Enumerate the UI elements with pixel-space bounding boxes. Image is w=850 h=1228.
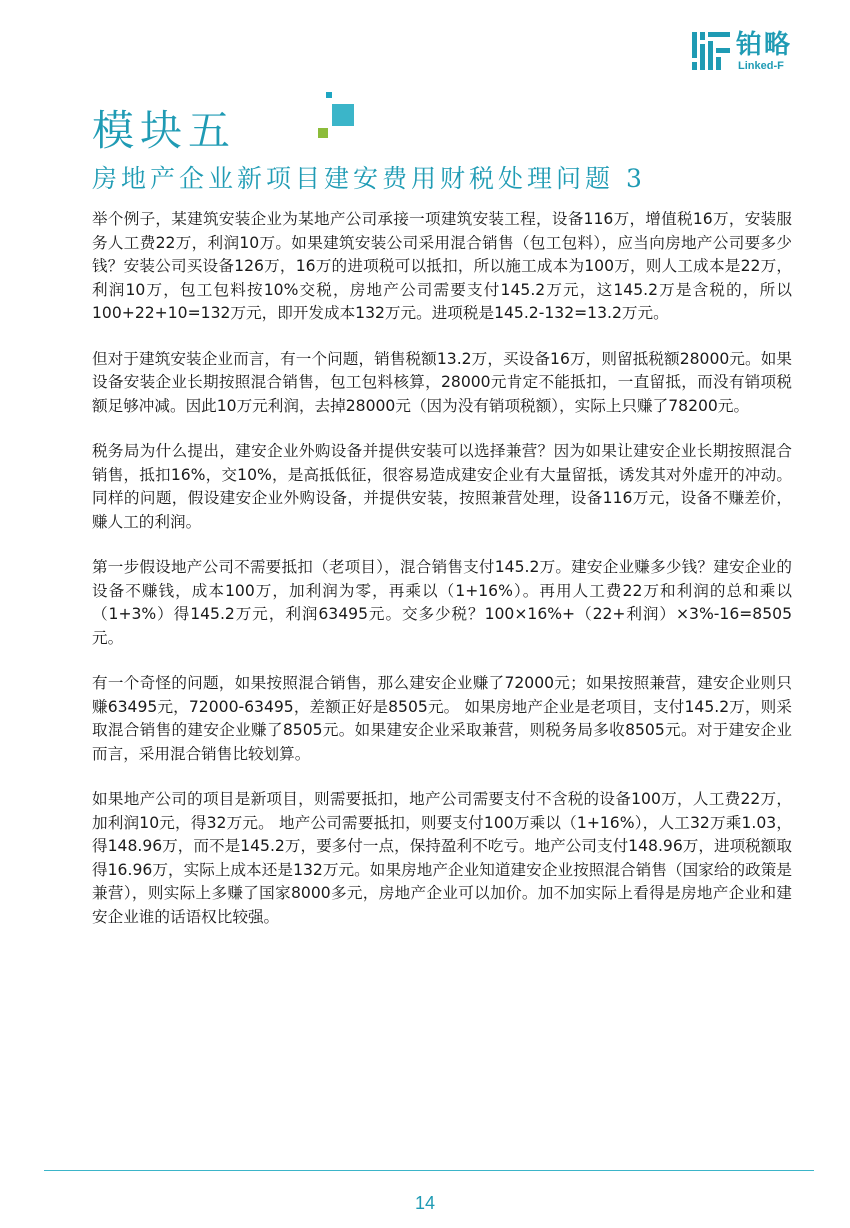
logo-name-en: Linked-F [738, 60, 784, 72]
page-number: 14 [414, 1193, 436, 1213]
paragraph: 如果地产公司的项目是新项目，则需要抵扣，地产公司需要支付不含税的设备100万，人工费22万，加利润10元，得32万元。 地产公司需要抵扣，则要支付100万乘以（1+16%），人工32万乘1.03，得148.96万，而不是145.2万，要多付一点，保持盈利不吃亏。地产公司支付148.96万，进项税额取得16.96万，实际上成本还是132万元。如果房地产企业知道建安企业按照混合销售（国家给的政策是兼营），则实际上多赚了国家8000多元，房地产企业可以加价。加不加实际上看得是房地产企业和建安企业谁的话语权比较强。 [92, 790, 792, 926]
decorative-square-icon [326, 92, 332, 98]
decorative-square-icon [332, 104, 354, 126]
logo-name-cn: 铂略 [736, 30, 793, 60]
footer-divider [44, 1170, 814, 1171]
company-logo [692, 30, 817, 75]
paragraph: 第一步假设地产公司不需要抵扣（老项目），混合销售支付145.2万。建安企业赚多少钱？建安企业的设备不赚钱，成本100万，加利润为零，再乘以（1+16%）。再用人工费22万和利润的总和乘以（1+3%）得145.2万元，利润63495元。交多少税？100×16%+（22+利润）×3%-16=8505元。 [92, 558, 792, 647]
body-content [92, 208, 792, 951]
paragraph: 但对于建筑安装企业而言，有一个问题，销售税额13.2万，买设备16万，则留抵税额28000元。如果设备安装企业长期按照混合销售，包工包料核算，28000元肯定不能抵扣，一直留抵，而没有销项税额足够冲减。因此10万元利润，去掉28000元（因为没有销项税额），实际上只赚了78200元。 [92, 349, 792, 415]
module-title: 模块五 [92, 106, 237, 155]
paragraph: 税务局为什么提出，建安企业外购设备并提供安装可以选择兼营？因为如果让建安企业长期按照混合销售，抵扣16%，交10%，是高抵低征，很容易造成建安企业有大量留抵，诱发其对外虚开的冲动。同样的问题，假设建安企业外购设备，并提供安装，按照兼营处理，设备116万元，设备不赚差价，赚人工的利润。 [92, 442, 792, 531]
decorative-square-icon [318, 128, 328, 138]
section-subtitle: 房地产企业新项目建安费用财税处理问题 3 [92, 164, 646, 193]
linked-f-logo-icon [692, 32, 730, 70]
paragraph: 举个例子，某建筑安装企业为某地产公司承接一项建筑安装工程，设备116万，增值税16万，安装服务人工费22万，利润10万。如果建筑安装公司采用混合销售（包工包料），应当向房地产公司要多少钱？安装公司买设备126万，16万的进项税可以抵扣，所以施工成本为100万，则人工成本是22万，利润10万，包工包料按10%交税，房地产公司需要支付145.2万元，这145.2万是含税的，所以100+22+10=132万元，即开发成本132万元。进项税是145.2-132=13.2万元。 [92, 210, 792, 322]
paragraph: 有一个奇怪的问题，如果按照混合销售，那么建安企业赚了72000元；如果按照兼营，建安企业则只赚63495元，72000-63495，差额正好是8505元。 如果房地产企业是老项目，支付145.2万，则采取混合销售的建安企业赚了8505元。如果建安企业采取兼营，则税务局多收8505元。对于建安企业而言，采用混合销售比较划算。 [92, 674, 792, 763]
